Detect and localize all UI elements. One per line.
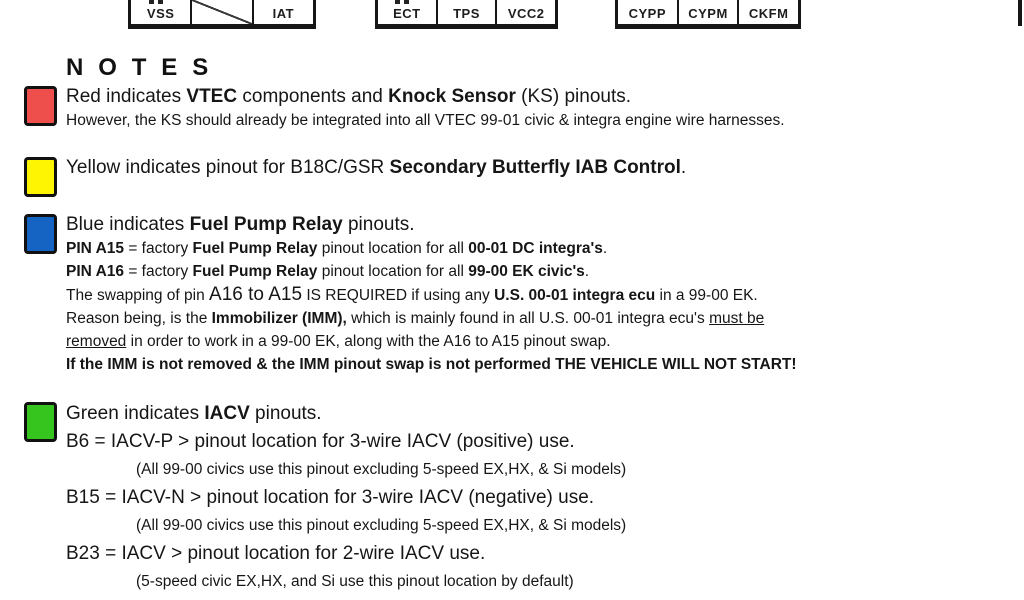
text-segment: (All 99-00 civics use this pinout excluding 5-speed EX,HX, & Si models) — [136, 461, 627, 478]
notes-heading: NOTES — [66, 54, 224, 81]
text-segment: B15 = IACV-N > pinout location for 3-wire IACV (negative) use. — [66, 487, 595, 508]
text-segment: Fuel Pump Relay — [192, 263, 318, 280]
text-segment: IACV — [204, 403, 250, 424]
text-segment: Yellow indicates pinout for B18C/GSR — [66, 157, 390, 178]
note-line — [66, 84, 1004, 109]
pin-label: VCC2 — [507, 6, 545, 21]
note-line — [66, 456, 1004, 484]
note-line — [66, 330, 1004, 353]
text-segment: . — [680, 157, 687, 178]
text-segment: in a 99-00 EK. — [655, 287, 758, 304]
note-lines — [66, 400, 1004, 596]
pin-cell-crossed-out — [190, 0, 251, 24]
pin-cell — [252, 0, 313, 24]
text-segment: . — [602, 240, 608, 257]
note-line — [66, 353, 1004, 376]
text-segment: Fuel Pump Relay — [189, 214, 343, 235]
note-line — [66, 260, 1004, 283]
text-segment: B6 = IACV-P > pinout location for 3-wire IACV (positive) use. — [66, 431, 575, 452]
text-segment: The swapping of pin — [66, 287, 210, 304]
text-segment: VTEC — [186, 86, 238, 107]
note-section-yellow — [24, 155, 1004, 180]
text-segment: removed — [66, 333, 127, 350]
text-segment: Knock Sensor — [388, 86, 516, 107]
text-segment: Secondary Butterfly IAB Control — [389, 157, 681, 178]
text-segment: 99-00 EK civic's — [468, 263, 585, 280]
text-segment: Green indicates — [66, 403, 205, 424]
note-line — [66, 484, 1004, 512]
pin-label: ECT — [393, 6, 421, 21]
text-segment: IS REQUIRED if using any — [302, 287, 495, 304]
pin-group-2 — [375, 0, 558, 29]
text-segment: = factory — [124, 263, 193, 280]
pin-group-3 — [615, 0, 801, 29]
note-line — [66, 400, 1004, 428]
note-line — [66, 568, 1004, 596]
text-segment: pinout location for all — [317, 263, 469, 280]
pin-cell — [495, 0, 555, 24]
green-color-swatch — [24, 402, 57, 442]
pin-label: CYPM — [688, 6, 728, 21]
text-segment: which is mainly found in all U.S. 00-01 integra ecu's — [346, 310, 710, 327]
clipped-text-fragment — [158, 0, 163, 4]
note-line — [66, 237, 1004, 260]
note-line — [66, 155, 1004, 180]
text-segment: components and — [237, 86, 389, 107]
text-segment: B23 = IACV > pinout location for 2-wire IACV use. — [66, 543, 486, 564]
text-segment: If the IMM is not removed & the IMM pinout swap is not performed THE VEHICLE WILL NOT START! — [66, 356, 797, 373]
text-segment: PIN A15 — [66, 240, 125, 257]
note-line — [66, 283, 1004, 307]
text-segment: Blue indicates — [66, 214, 190, 235]
pin-label: IAT — [272, 6, 295, 21]
text-segment: = factory — [124, 240, 193, 257]
note-line — [66, 307, 1004, 330]
pin-cell — [618, 0, 677, 24]
note-section-blue — [24, 212, 1004, 376]
pin-cell — [378, 0, 436, 24]
pin-label: TPS — [453, 6, 480, 21]
text-segment: A16 to A15 — [209, 284, 303, 305]
text-segment: pinouts. — [249, 403, 322, 424]
text-segment: Fuel Pump Relay — [192, 240, 318, 257]
pin-label: CYPP — [628, 6, 667, 21]
pin-cell — [677, 0, 738, 24]
note-lines — [66, 155, 1004, 180]
note-line — [66, 109, 1004, 132]
text-segment: 00-01 DC integra's — [468, 240, 603, 257]
note-line — [66, 428, 1004, 456]
yellow-color-swatch — [24, 157, 57, 197]
note-section-green — [24, 400, 1004, 596]
note-line — [66, 512, 1004, 540]
pin-label: VSS — [146, 6, 175, 21]
text-segment: (KS) pinouts. — [515, 86, 632, 107]
text-segment: pinout location for all — [317, 240, 469, 257]
pin-cell — [436, 0, 496, 24]
text-segment: However, the KS should already be integrated into all VTEC 99-01 civic & integra engine wire harnesses. — [66, 112, 785, 129]
pin-cell — [131, 0, 190, 24]
clipped-text-fragment — [404, 0, 409, 4]
pin-label: CKFM — [748, 6, 789, 21]
text-segment: PIN A16 — [66, 263, 125, 280]
text-segment: U.S. 00-01 integra ecu — [494, 287, 656, 304]
pin-group-1 — [128, 0, 316, 29]
text-segment: . — [584, 263, 590, 280]
blue-color-swatch — [24, 214, 57, 254]
clipped-box-left-border — [1018, 0, 1022, 26]
text-segment: Red indicates — [66, 86, 187, 107]
text-segment: Reason being, is the — [66, 310, 212, 327]
text-segment: pinouts. — [342, 214, 415, 235]
pin-cell — [737, 0, 798, 24]
note-lines — [66, 84, 1004, 132]
note-line — [66, 540, 1004, 568]
red-color-swatch — [24, 86, 57, 126]
note-section-red — [24, 84, 1004, 132]
note-lines — [66, 212, 1004, 376]
text-segment: (All 99-00 civics use this pinout excluding 5-speed EX,HX, & Si models) — [136, 517, 627, 534]
text-segment: in order to work in a 99-00 EK, along with the A16 to A15 pinout swap. — [126, 333, 611, 350]
text-segment: (5-speed civic EX,HX, and Si use this pinout location by default) — [136, 573, 574, 590]
text-segment: must be — [709, 310, 765, 327]
note-line — [66, 212, 1004, 237]
text-segment: Immobilizer (IMM), — [211, 310, 347, 327]
